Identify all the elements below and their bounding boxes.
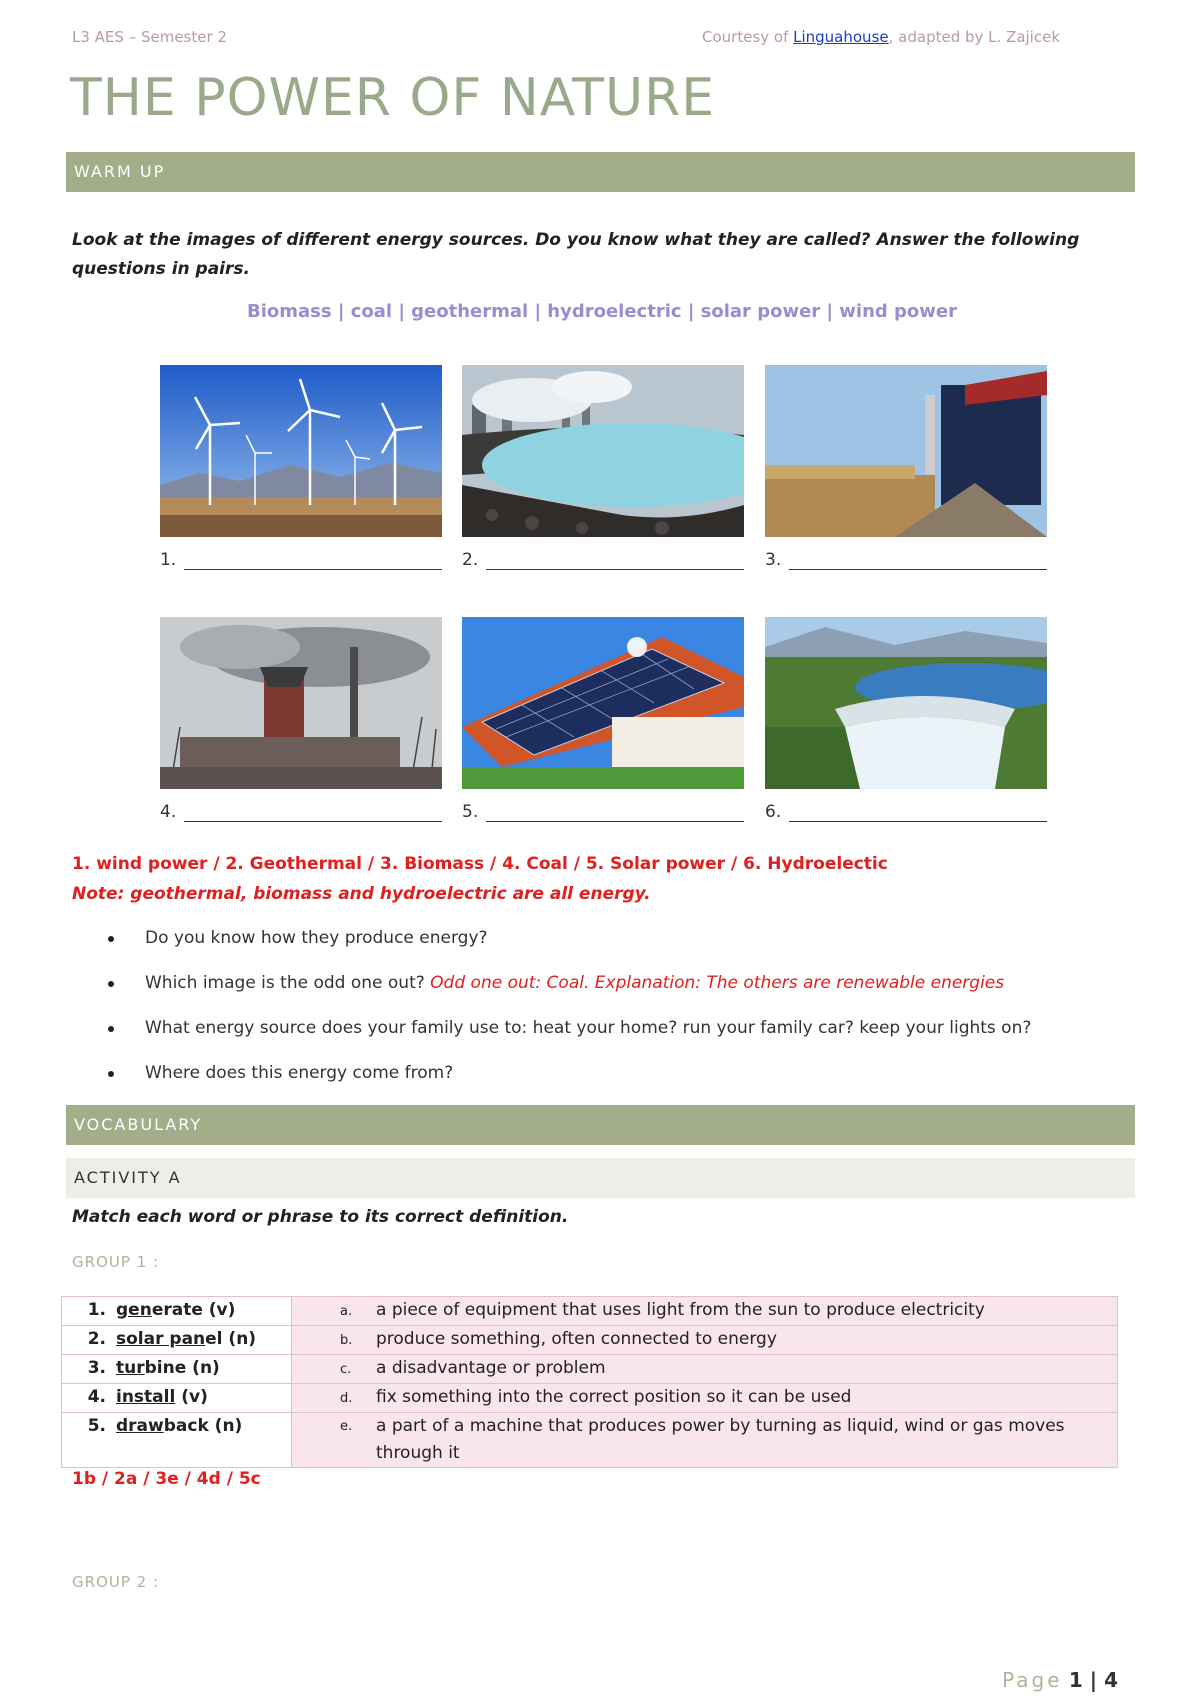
coal-mine-image [160, 617, 442, 789]
answers-note: Note: geothermal, biomass and hydroelectric are all energy. [72, 884, 651, 904]
solar-roof-image [462, 617, 744, 789]
bullet-item: Where does this energy come from? [110, 1063, 1140, 1083]
vocab-word: 3. turbine (n) [62, 1355, 292, 1384]
answer-line-2[interactable]: 2. [462, 550, 744, 570]
linguahouse-link[interactable]: Linguahouse [793, 28, 889, 46]
answers-key: 1. wind power / 2. Geothermal / 3. Biomass / 4. Coal / 5. Solar power / 6. Hydroelectic [72, 854, 888, 874]
bullet-dot [108, 981, 114, 987]
answer-line-4[interactable]: 4. [160, 802, 442, 822]
vocab-definition: a. a piece of equipment that uses light from the sun to produce electricity [292, 1297, 1118, 1326]
activity-heading: ACTIVITY A [66, 1158, 1135, 1198]
vocab-definition: e. a part of a machine that produces power by turning as liquid, wind or gas moves through it [292, 1413, 1118, 1468]
vocab-definition: c. a disadvantage or problem [292, 1355, 1118, 1384]
vocab-word: 1. generate (v) [62, 1297, 292, 1326]
page-number: Page 1 | 4 [1002, 1668, 1118, 1692]
vocab-answer-key: 1b / 2a / 3e / 4d / 5c [72, 1469, 261, 1489]
bullet-item: Which image is the odd one out? Odd one out: Coal. Explanation: The others are renewable energies [110, 973, 1140, 993]
word-list: Biomass | coal | geothermal | hydroelectric | solar power | wind power [247, 301, 957, 322]
answer-line-1[interactable]: 1. [160, 550, 442, 570]
vocab-instruction: Match each word or phrase to its correct definition. [72, 1207, 569, 1227]
warmup-instruction: Look at the images of different energy sources. Do you know what they are called? Answer the following questions in pairs. [72, 230, 1080, 279]
group-1-label: GROUP 1 : [72, 1253, 160, 1271]
page-title: THE POWER OF NATURE [70, 68, 716, 128]
table-row [62, 1297, 1118, 1326]
answer-line-6[interactable]: 6. [765, 802, 1047, 822]
geothermal-lagoon-image [462, 365, 744, 537]
wind-turbines-image [160, 365, 442, 537]
bullet-dot [108, 1026, 114, 1032]
vocab-definition: d. fix something into the correct position so it can be used [292, 1384, 1118, 1413]
table-row [62, 1326, 1118, 1355]
answer-line-3[interactable]: 3. [765, 550, 1047, 570]
header-left: L3 AES – Semester 2 [72, 28, 227, 46]
group-2-label: GROUP 2 : [72, 1573, 160, 1591]
vocab-word: 2. solar panel (n) [62, 1326, 292, 1355]
biomass-plant-image [765, 365, 1047, 537]
vocab-definition: b. produce something, often connected to energy [292, 1326, 1118, 1355]
bullet-item: What energy source does your family use to: heat your home? run your family car? keep your lights on? [110, 1018, 1140, 1038]
bullet-dot [108, 1071, 114, 1077]
vocab-table [61, 1296, 1118, 1468]
section-band-warmup: WARM UP [66, 152, 1135, 192]
bullet-item: Do you know how they produce energy? [110, 928, 1140, 948]
table-row [62, 1413, 1118, 1468]
answer-line-5[interactable]: 5. [462, 802, 744, 822]
section-band-vocabulary: VOCABULARY [66, 1105, 1135, 1145]
hydro-dam-image [765, 617, 1047, 789]
bullet-dot [108, 936, 114, 942]
table-row [62, 1355, 1118, 1384]
table-row [62, 1384, 1118, 1413]
vocab-word: 5. drawback (n) [62, 1413, 292, 1468]
vocab-word: 4. install (v) [62, 1384, 292, 1413]
header-credit: Courtesy of Linguahouse, adapted by L. Zajicek [702, 28, 1061, 46]
